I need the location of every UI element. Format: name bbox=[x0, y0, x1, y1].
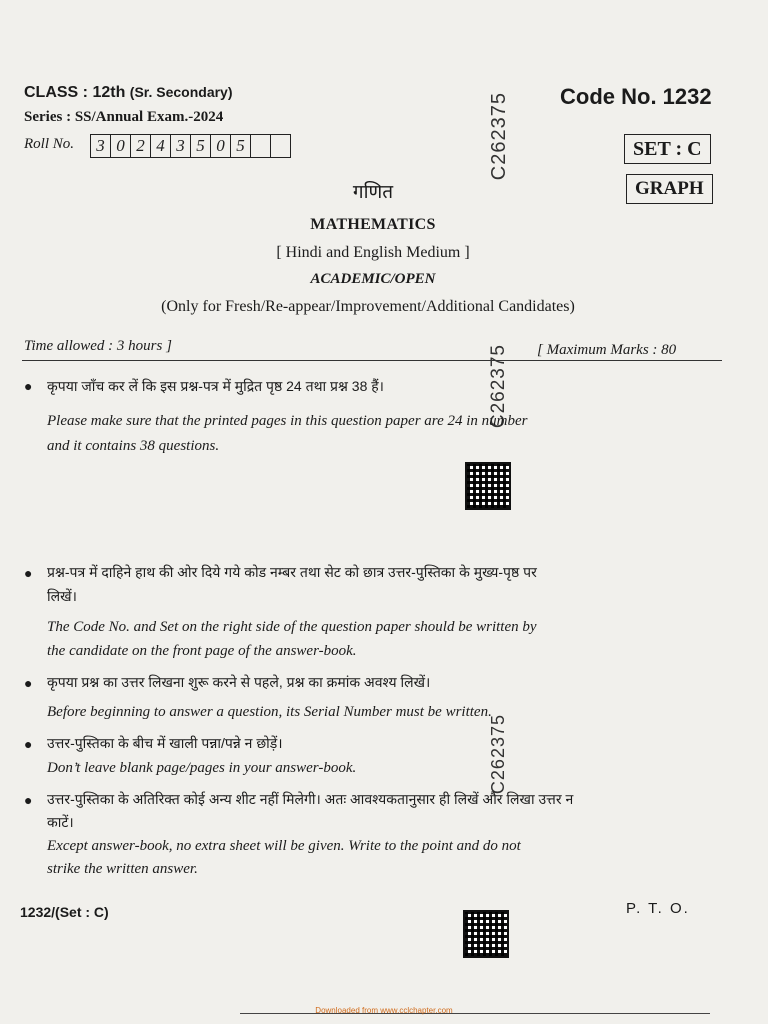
set-badge: SET : C bbox=[624, 134, 711, 164]
instruction-english: the candidate on the front page of the answer-book. bbox=[47, 643, 357, 659]
pto-label: P. T. O. bbox=[626, 900, 690, 917]
roll-digit: 4 bbox=[151, 135, 171, 157]
series-line: Series : SS/Annual Exam.-2024 bbox=[24, 109, 224, 125]
roll-digit: 3 bbox=[91, 135, 111, 157]
instruction-hindi: काटें। bbox=[47, 814, 74, 830]
instruction-english: Except answer-book, no extra sheet will be given. Write to the point and do not bbox=[47, 838, 521, 854]
roll-digit: 0 bbox=[111, 135, 131, 157]
instruction-hindi: कृपया प्रश्न का उत्तर लिखना शुरू करने से पहले, प्रश्न का क्रमांक अवश्य लिखें। bbox=[47, 674, 431, 690]
bullet-icon: ● bbox=[24, 380, 33, 395]
roll-digit: 2 bbox=[131, 135, 151, 157]
serial-number: C262375 bbox=[488, 92, 510, 181]
medium-note: [ Hindi and English Medium ] bbox=[276, 244, 470, 261]
time-allowed: Time allowed : 3 hours ] bbox=[24, 338, 172, 354]
instruction-english: Before beginning to answer a question, its Serial Number must be written. bbox=[47, 704, 492, 720]
roll-digit bbox=[251, 135, 271, 157]
roll-digit: 5 bbox=[191, 135, 211, 157]
qr-code-icon bbox=[465, 462, 511, 510]
divider bbox=[22, 360, 722, 361]
graph-badge: GRAPH bbox=[626, 174, 713, 204]
bullet-icon: ● bbox=[24, 567, 33, 582]
roll-digit: 3 bbox=[171, 135, 191, 157]
footer-code: 1232/(Set : C) bbox=[20, 904, 109, 920]
bullet-icon: ● bbox=[24, 738, 33, 753]
instruction-english: strike the written answer. bbox=[47, 861, 198, 877]
instruction-hindi: प्रश्न-पत्र में दाहिने हाथ की ओर दिये गये कोड नम्बर तथा सेट को छात्र उत्तर-पुस्तिका के मुख्य-पृष्ठ पर bbox=[47, 564, 537, 580]
instruction-hindi: उत्तर-पुस्तिका के बीच में खाली पन्ना/पन्ने न छोड़ें। bbox=[47, 735, 283, 751]
roll-digit: 0 bbox=[211, 135, 231, 157]
serial-number-overlay: C262375 bbox=[488, 714, 508, 795]
class-main: CLASS : 12th bbox=[24, 84, 126, 101]
instruction-english: Please make sure that the printed pages in this question paper are 24 in number bbox=[47, 413, 528, 429]
instruction-english: The Code No. and Set on the right side of the question paper should be written by bbox=[47, 619, 537, 635]
roll-digit: 5 bbox=[231, 135, 251, 157]
stream-label: ACADEMIC/OPEN bbox=[310, 271, 436, 287]
serial-number-overlay: C262375 bbox=[488, 344, 509, 429]
qr-code-icon bbox=[463, 910, 509, 958]
download-watermark: Downloaded from www.cclchapter.com bbox=[315, 1006, 453, 1015]
roll-label: Roll No. bbox=[24, 136, 75, 152]
bullet-icon: ● bbox=[24, 794, 33, 809]
instruction-hindi: लिखें। bbox=[47, 588, 77, 604]
instruction-hindi: कृपया जाँच कर लें कि इस प्रश्न-पत्र में मुद्रित पृष्ठ 24 तथा प्रश्न 38 हैं। bbox=[47, 378, 384, 394]
candidates-note: (Only for Fresh/Re-appear/Improvement/Additional Candidates) bbox=[161, 298, 575, 315]
code-number: Code No. 1232 bbox=[560, 84, 712, 109]
roll-digit bbox=[271, 135, 290, 157]
roll-number-boxes bbox=[90, 134, 291, 158]
subject-title: MATHEMATICS bbox=[310, 216, 436, 233]
instruction-hindi: उत्तर-पुस्तिका के अतिरिक्त कोई अन्य शीट नहीं मिलेगी। अतः आवश्यकतानुसार ही लिखें और लिखा उत्तर न bbox=[47, 791, 574, 807]
bullet-icon: ● bbox=[24, 677, 33, 692]
instruction-english: Don’t leave blank page/pages in your answer-book. bbox=[47, 760, 357, 776]
class-sub: (Sr. Secondary) bbox=[129, 84, 233, 100]
subject-title-hindi: गणित bbox=[352, 182, 394, 203]
maximum-marks: [ Maximum Marks : 80 bbox=[537, 342, 677, 358]
class-line bbox=[24, 84, 233, 102]
instruction-english: and it contains 38 questions. bbox=[47, 438, 220, 454]
